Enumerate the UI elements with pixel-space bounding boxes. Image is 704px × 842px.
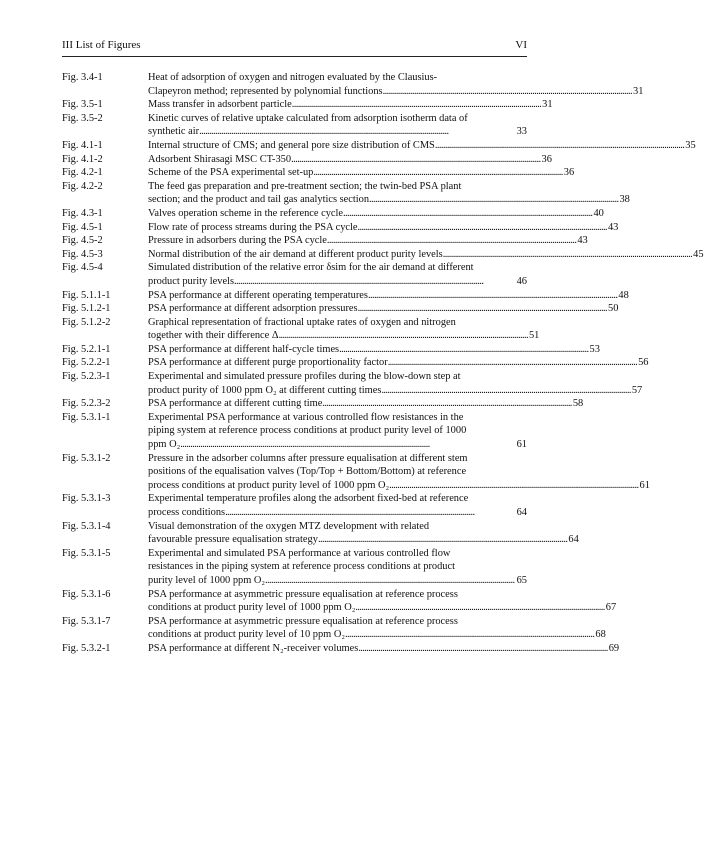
figure-caption xyxy=(148,370,642,397)
figure-caption xyxy=(148,452,650,493)
caption-line: PSA performance at different N₂-receiver volumes xyxy=(148,642,359,654)
figure-page-number: 57 xyxy=(631,384,643,396)
dot-leader xyxy=(318,533,566,547)
figure-number: Fig. 5.3.1-1 xyxy=(62,411,111,423)
figure-number: Fig. 5.1.1-1 xyxy=(62,289,111,301)
caption-line: Experimental and simulated pressure profiles during the blow-down step at xyxy=(148,371,461,383)
list-item[interactable] xyxy=(62,642,620,656)
dot-leader xyxy=(381,384,629,398)
figure-caption xyxy=(148,588,616,615)
figure-number: Fig. 4.5-2 xyxy=(62,235,103,247)
caption-line: synthetic air xyxy=(148,126,200,138)
caption-line: PSA performance at different adsorption pressures xyxy=(148,303,358,315)
figure-caption xyxy=(148,615,606,642)
dot-leader xyxy=(443,248,691,262)
caption-line: Simulated distribution of the relative error δsim for the air demand at different xyxy=(148,262,474,274)
figure-page-number: 68 xyxy=(595,629,606,641)
figure-number: Fig. 4.5-4 xyxy=(62,262,103,274)
figure-page-number: 31 xyxy=(542,99,553,111)
figure-number: Fig. 5.3.2-1 xyxy=(62,642,111,654)
dot-leader xyxy=(265,574,515,588)
list-item[interactable] xyxy=(62,316,540,343)
caption-line: purity level of 1000 ppm O₂ xyxy=(148,574,266,586)
caption-line: process conditions xyxy=(148,507,226,518)
figure-caption xyxy=(148,520,579,547)
figure-caption xyxy=(148,98,553,112)
list-item[interactable] xyxy=(62,615,606,642)
figure-page-number: 61 xyxy=(639,479,650,491)
figure-caption xyxy=(148,139,696,153)
figure-caption xyxy=(148,261,527,288)
list-item[interactable] xyxy=(62,370,643,397)
list-item[interactable] xyxy=(62,112,527,139)
list-item[interactable] xyxy=(62,71,644,98)
list-item[interactable] xyxy=(62,166,575,180)
caption-line: section; and the product and tail gas analytics section xyxy=(148,194,370,206)
figure-caption xyxy=(148,248,704,262)
figure-number: Fig. 5.2.2-1 xyxy=(62,357,111,369)
dot-leader xyxy=(435,139,683,153)
list-item[interactable] xyxy=(62,221,619,235)
caption-line: Experimental and simulated PSA performance at various controlled flow xyxy=(148,547,451,559)
figure-number: Fig. 5.3.1-6 xyxy=(62,588,111,600)
figure-caption xyxy=(148,207,604,221)
list-item[interactable] xyxy=(62,356,649,370)
dot-leader xyxy=(234,275,515,289)
list-item[interactable] xyxy=(62,520,579,547)
figure-caption xyxy=(148,343,600,357)
figure-page-number: 40 xyxy=(593,207,604,219)
caption-line: Kinetic curves of relative uptake calculated from adsorption isotherm data of xyxy=(148,112,468,124)
figure-number: Fig. 4.2-2 xyxy=(62,180,103,192)
caption-line: resistances in the piping system at reference process conditions at product xyxy=(148,561,456,573)
caption-line: PSA performance at asymmetric pressure equalisation at reference process xyxy=(148,615,458,627)
caption-line: Internal structure of CMS; and general pore size distribution of CMS xyxy=(148,139,435,151)
caption-line: PSA performance at different operating temperatures xyxy=(148,289,368,301)
figure-page-number: 31 xyxy=(633,85,644,97)
list-item[interactable] xyxy=(62,234,588,248)
caption-line: PSA performance at different half-cycle times xyxy=(148,343,340,355)
list-item[interactable] xyxy=(62,397,584,411)
figure-number: Fig. 3.5-2 xyxy=(62,112,103,124)
figure-caption xyxy=(148,153,552,167)
caption-line: Heat of adsorption of oxygen and nitrogen evaluated by the Clausius- xyxy=(148,72,438,83)
dot-leader xyxy=(322,397,570,411)
figure-page-number: 46 xyxy=(516,275,527,287)
dot-leader xyxy=(292,98,540,112)
caption-line: piping system at reference process conditions at product purity level of 1000 xyxy=(148,425,467,437)
figure-caption xyxy=(148,397,583,411)
figure-page-number: 33 xyxy=(516,126,527,138)
figure-page-number: 53 xyxy=(589,343,600,355)
caption-line: Adsorbent Shirasagi MSC CT-350 xyxy=(148,153,292,165)
figure-caption xyxy=(148,289,629,303)
caption-line: together with their difference Δ xyxy=(148,330,279,342)
figure-page-number: 56 xyxy=(638,357,649,369)
figure-number: Fig. 3.5-1 xyxy=(62,99,103,111)
dot-leader xyxy=(383,85,631,99)
figure-number: Fig. 5.3.1-3 xyxy=(62,493,111,505)
caption-line: Pressure in the adsorber columns after pressure equalisation at different stem xyxy=(148,452,468,464)
figure-page-number: 58 xyxy=(572,398,584,410)
dot-leader xyxy=(180,438,514,452)
caption-line: Scheme of the PSA experimental set-up xyxy=(148,167,314,179)
figure-page-number: 67 xyxy=(605,602,617,614)
caption-line: Normal distribution of the air demand at different product purity levels xyxy=(148,248,443,260)
figure-number: Fig. 4.1-1 xyxy=(62,139,103,151)
figure-page-number: 65 xyxy=(516,574,527,586)
dot-leader xyxy=(355,601,603,615)
figure-page-number: 43 xyxy=(607,221,619,233)
figure-page-number: 50 xyxy=(608,303,619,315)
caption-line: Pressure in adsorbers during the PSA cycle xyxy=(148,235,327,247)
caption-line: Experimental PSA performance at various controlled flow resistances in the xyxy=(148,411,464,423)
list-item[interactable] xyxy=(62,153,552,167)
caption-line: conditions at product purity level of 1000 ppm O₂ xyxy=(148,602,356,614)
figure-number: Fig. 5.3.1-2 xyxy=(62,452,111,464)
caption-line: favourable pressure equalisation strategy xyxy=(148,534,318,546)
list-item[interactable] xyxy=(62,180,630,207)
list-item[interactable] xyxy=(62,452,650,493)
figure-caption xyxy=(148,316,539,343)
caption-line: Graphical representation of fractional uptake rates of oxygen and nitrogen xyxy=(148,316,456,328)
list-item[interactable] xyxy=(62,302,619,316)
figure-page-number: 36 xyxy=(563,167,575,179)
dot-leader xyxy=(369,193,617,207)
list-item[interactable] xyxy=(62,289,629,303)
figure-number: Fig. 5.2.1-1 xyxy=(62,343,111,355)
figure-number: Fig. 5.3.1-7 xyxy=(62,615,111,627)
figure-number: Fig. 5.3.1-4 xyxy=(62,520,111,532)
figure-page-number: 43 xyxy=(577,235,588,247)
figure-page-number: 38 xyxy=(619,194,630,206)
list-item[interactable] xyxy=(62,248,704,262)
figure-caption xyxy=(148,356,649,370)
figure-page-number: 45 xyxy=(693,248,704,260)
figure-caption xyxy=(148,302,618,316)
figure-page-number: 64 xyxy=(568,534,579,546)
figure-page-number: 51 xyxy=(528,330,540,342)
caption-line: product purity of 1000 ppm O₂ at different cutting times xyxy=(148,384,382,396)
caption-line: PSA performance at asymmetric pressure equalisation at reference process xyxy=(148,588,458,600)
dot-leader xyxy=(225,506,515,520)
figure-number: Fig. 4.3-1 xyxy=(62,207,103,219)
figure-caption xyxy=(148,71,643,98)
dot-leader xyxy=(199,125,515,139)
caption-line: conditions at product purity level of 10 ppm O₂ xyxy=(148,629,345,641)
caption-line: ppm O₂ xyxy=(148,439,181,451)
figure-number: Fig. 5.2.3-2 xyxy=(62,398,111,410)
figure-number: Fig. 3.4-1 xyxy=(62,72,103,83)
figure-caption xyxy=(148,180,630,207)
figure-caption xyxy=(148,642,619,656)
list-item[interactable] xyxy=(62,588,617,615)
dot-leader xyxy=(291,153,539,167)
figure-number: Fig. 4.2-1 xyxy=(62,167,103,179)
caption-line: positions of the equalisation valves (Top/Top + Bottom/Bottom) at reference xyxy=(148,466,467,478)
figure-number: Fig. 5.1.2-1 xyxy=(62,303,111,315)
figure-number: Fig. 4.5-1 xyxy=(62,221,103,233)
dot-leader xyxy=(279,329,527,343)
figure-page-number: 64 xyxy=(516,507,527,518)
dot-leader xyxy=(368,289,616,303)
list-item[interactable] xyxy=(62,98,553,112)
figure-caption xyxy=(148,112,527,139)
list-item[interactable] xyxy=(62,547,527,588)
figure-page-number: 48 xyxy=(618,289,629,301)
caption-line: Flow rate of process streams during the PSA cycle xyxy=(148,221,358,233)
figure-page-number: 61 xyxy=(516,439,527,451)
figure-caption xyxy=(148,166,574,180)
caption-line: Valves operation scheme in the reference cycle xyxy=(148,207,344,219)
figure-number: Fig. 5.1.2-2 xyxy=(62,316,111,328)
caption-line: Visual demonstration of the oxygen MTZ development with related xyxy=(148,520,430,532)
dot-leader xyxy=(339,343,587,357)
caption-line: PSA performance at different purge proportionality factor xyxy=(148,357,388,369)
list-item[interactable] xyxy=(62,411,527,452)
list-item[interactable] xyxy=(62,207,604,221)
caption-line: Mass transfer in adsorbent particle xyxy=(148,99,292,111)
figure-list xyxy=(62,71,704,656)
dot-leader xyxy=(389,479,637,493)
dot-leader xyxy=(358,642,606,656)
dot-leader xyxy=(358,302,606,316)
caption-line: PSA performance at different cutting time xyxy=(148,398,323,410)
figure-page-number: 36 xyxy=(541,153,552,165)
list-item[interactable] xyxy=(62,343,600,357)
figure-number: Fig. 5.2.3-1 xyxy=(62,371,111,383)
figure-caption xyxy=(148,547,527,588)
page-number: VI xyxy=(515,39,527,51)
caption-line: Clapeyron method; represented by polynomial functions xyxy=(148,85,383,97)
figure-number: Fig. 5.3.1-5 xyxy=(62,547,111,559)
figure-page-number: 35 xyxy=(685,139,696,151)
caption-line: product purity levels xyxy=(148,275,234,287)
figure-number: Fig. 4.1-2 xyxy=(62,153,103,165)
list-item[interactable] xyxy=(62,261,527,288)
dot-leader xyxy=(388,356,636,370)
dot-leader xyxy=(358,221,606,235)
caption-line: The feed gas preparation and pre-treatment section; the twin-bed PSA plant xyxy=(148,180,462,192)
dot-leader xyxy=(313,166,561,180)
figure-caption xyxy=(148,411,527,452)
page-header xyxy=(62,36,527,57)
figure-page-number: 69 xyxy=(608,642,620,654)
caption-line: process conditions at product purity level of 1000 ppm O₂ xyxy=(148,479,390,491)
caption-line: Experimental temperature profiles along the adsorbent fixed-bed at reference xyxy=(148,493,469,505)
figure-caption xyxy=(148,234,588,248)
figure-caption xyxy=(148,221,618,235)
figure-number: Fig. 4.5-3 xyxy=(62,248,103,260)
list-item[interactable] xyxy=(62,492,527,519)
running-title: III List of Figures xyxy=(62,39,141,51)
list-item[interactable] xyxy=(62,139,696,153)
figure-caption xyxy=(148,492,527,519)
dot-leader xyxy=(343,207,591,221)
dot-leader xyxy=(327,234,575,248)
dot-leader xyxy=(345,628,593,642)
